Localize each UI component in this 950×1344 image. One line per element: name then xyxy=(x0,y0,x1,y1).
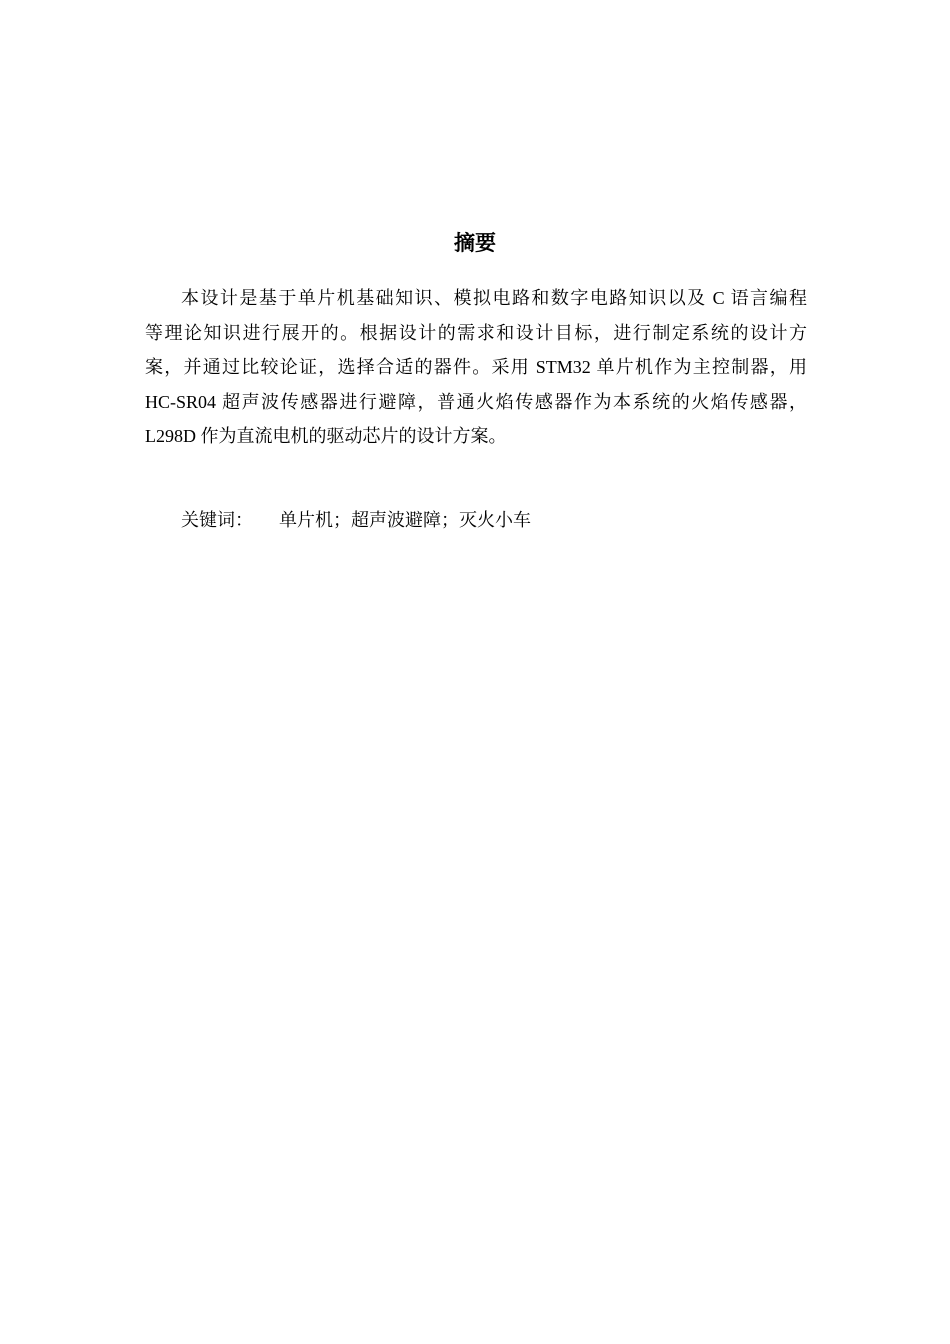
keywords-value: 单片机；超声波避障；灭火小车 xyxy=(279,510,531,530)
abstract-body xyxy=(145,281,807,454)
keywords-label: 关键词： xyxy=(181,510,253,530)
keywords-row xyxy=(181,505,531,535)
abstract-line-5: L298D 作为直流电机的驱动芯片的设计方案。 xyxy=(145,426,507,447)
abstract-line-2: 等理论知识进行展开的。根据设计的需求和设计目标，进行制定系统的设计方 xyxy=(145,322,807,343)
abstract-line-4: HC-SR04 超声波传感器进行避障，普通火焰传感器作为本系统的火焰传感器， xyxy=(145,391,807,412)
abstract-line-3: 案，并通过比较论证，选择合适的器件。采用 STM32 单片机作为主控制器，用 xyxy=(145,357,807,378)
abstract-title: 摘要 xyxy=(454,231,496,255)
abstract-line-1: 本设计是基于单片机基础知识、模拟电路和数字电路知识以及 C 语言编程 xyxy=(181,288,807,308)
